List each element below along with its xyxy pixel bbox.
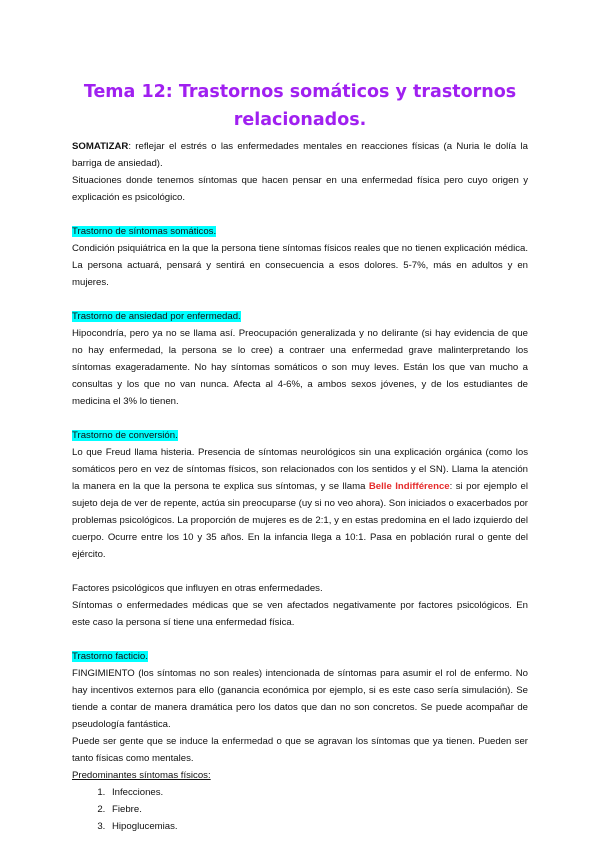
section-heading-anxiety [72, 308, 528, 325]
spacer [72, 563, 528, 580]
section-text-anxiety: Hipocondría, pero ya no se llama así. Preocupación generalizada y no delirante (si hay evidencia de que no hay enfermedad, la persona se lo cree) a contraer una enfermedad grave malinterpretando los síntomas exageradamente. No hay síntomas somáticos o son muy leves. Están los que van mucho a consultas y los que no van nunca. Afecta al 4-6%, a ambos sexos jóvenes, y de los estudiantes de medicina el 3% lo tienen. [72, 328, 528, 407]
symptom-list [72, 784, 528, 835]
conversion-text-b: : si por ejemplo el sujeto deja de ver de repente, actúa sin preocuparse (uy si no veo ahora). Son iniciados o exacerbados por problemas psicológicos. La proporción de mujeres es de 2:1, y en estas predomina en el lado izquierdo del cuerpo. Ocurre entre los 10 y 35 años. En la infancia llega a 10:1. Pasa en población rural o gente del ejército. [72, 481, 528, 560]
intro-text: : reflejar el estrés o las enfermedades mentales en reacciones físicas (a Nuria le dolía la barriga de ansiedad). [72, 141, 528, 169]
document-body [72, 138, 528, 835]
intro-paragraph [72, 138, 528, 172]
section-text-somatic: Condición psiquiátrica en la que la persona tiene síntomas físicos reales que no tienen explicación médica. La persona actuará, pensará y sentirá en consecuencia a esos dolores. 5-7%, más en adultos y en mujeres. [72, 243, 528, 288]
section-text-factitious-2: Puede ser gente que se induce la enfermedad o que se agravan los síntomas que ya tienen. Pueden ser tanto físicas como mentales. [72, 736, 528, 764]
conversion-text-a: Lo que Freud llama histeria. Presencia de síntomas neurológicos sin una explicación orgánica (como los somáticos pero en vez de síntomas físicos, son relacionados con los sentidos y el SN). Llama la atención la manera en la que la persona te explica sus síntomas, y se llama [72, 447, 528, 492]
belle-indifference-term: Belle Indifférence [368, 481, 450, 492]
title-line-2: relacionados. [233, 110, 367, 130]
heading-highlight: Trastorno de síntomas somáticos. [72, 226, 217, 237]
factors-line-2: Síntomas o enfermedades médicas que se ven afectados negativamente por factores psicológicos. En este caso la persona sí tiene una enfermedad física. [72, 600, 528, 628]
section-heading-factitious [72, 648, 528, 665]
spacer [72, 410, 528, 427]
factors-line-1: Factores psicológicos que influyen en otras enfermedades. [72, 583, 323, 594]
heading-highlight: Trastorno facticio. [72, 651, 148, 662]
list-item: 2. Fiebre. [108, 801, 528, 818]
section-text-conversion [72, 444, 528, 563]
section-heading-conversion [72, 427, 528, 444]
list-heading: Predominantes síntomas físicos: [72, 770, 211, 781]
list-item: 3. Hipoglucemias. [108, 818, 528, 835]
spacer [72, 631, 528, 648]
heading-highlight: Trastorno de ansiedad por enfermedad. [72, 311, 241, 322]
list-item: 1. Infecciones. [108, 784, 528, 801]
spacer [72, 206, 528, 223]
spacer [72, 291, 528, 308]
section-text-factitious: FINGIMIENTO (los síntomas no son reales) intencionada de síntomas para asumir el rol de enfermo. No hay incentivos externos para ello (ganancia económica por ejemplo, si es este caso sería simulación). Se tiende a contar de manera dramática pero los datos que dan no son concretos. Se puede acompañar de pseudología fantástica. [72, 668, 528, 730]
section-heading-somatic [72, 223, 528, 240]
term-somatizar: SOMATIZAR [72, 141, 129, 152]
intro-paragraph-2: Situaciones donde tenemos síntomas que hacen pensar en una enfermedad física pero cuyo origen y explicación es psicológico. [72, 175, 528, 203]
title-line-1: Tema 12: Trastornos somáticos y trastornos [83, 82, 517, 102]
heading-highlight: Trastorno de conversión. [72, 430, 178, 441]
page-title [72, 78, 528, 134]
document-page [72, 0, 528, 835]
